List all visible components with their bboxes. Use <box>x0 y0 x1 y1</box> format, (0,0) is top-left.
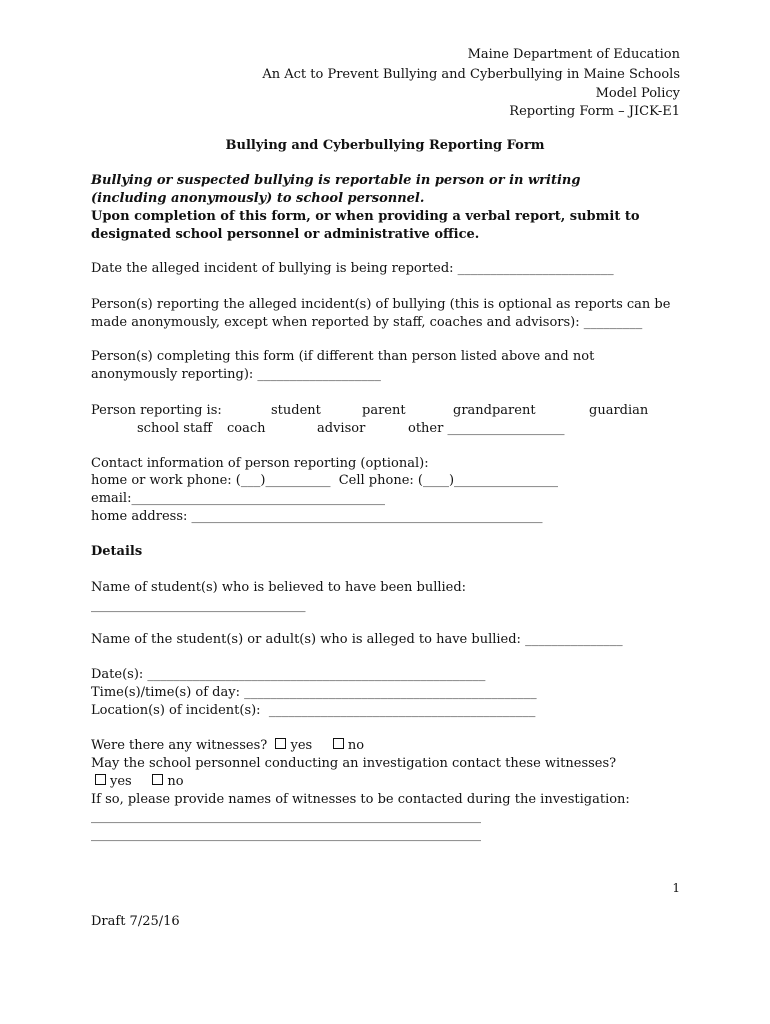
header-line-2: An Act to Prevent Bullying and Cyberbullying in Maine Schools <box>262 67 680 82</box>
times-field[interactable]: Time(s)/time(s) of day: _____________________________________________ <box>91 685 537 700</box>
contact-no-checkbox[interactable] <box>152 774 163 785</box>
witnesses-row <box>91 737 364 755</box>
completing-field[interactable]: anonymously reporting): ___________________ <box>91 367 381 382</box>
intro-italic-line-2: (including anonymously) to school personnel. <box>91 191 425 206</box>
option-parent[interactable]: parent <box>362 403 406 418</box>
header-line-1: Maine Department of Education <box>467 47 680 62</box>
witnesses-no-checkbox[interactable] <box>333 738 344 749</box>
victim-label: Name of student(s) who is believed to have been bullied: <box>91 580 467 595</box>
persons-reporting-field[interactable]: made anonymously, except when reported by staff, coaches and advisors): _________ <box>91 315 643 330</box>
witness-names-prompt: If so, please provide names of witnesses to be contacted during the investigation: <box>91 792 630 807</box>
form-title: Bullying and Cyberbullying Reporting Form <box>225 138 545 153</box>
witnesses-no-label: no <box>347 738 365 753</box>
contact-yes-label: yes <box>110 774 132 789</box>
witness-names-line-2[interactable]: ____________________________________________________________ <box>91 827 481 842</box>
page-number: 1 <box>672 881 680 895</box>
alleged-bully-field[interactable]: Name of the student(s) or adult(s) who is alleged to have bullied: _______________ <box>91 632 623 647</box>
option-student[interactable]: student <box>271 403 321 418</box>
witnesses-yes-label: yes <box>290 738 313 753</box>
intro-italic-line-1: Bullying or suspected bullying is reportable in person or in writing <box>91 173 581 188</box>
option-grandparent[interactable]: grandparent <box>453 403 536 418</box>
witness-names-line-1[interactable]: ____________________________________________________________ <box>91 809 481 824</box>
email-field[interactable]: email:_______________________________________ <box>91 491 385 506</box>
victim-field[interactable]: _________________________________ <box>91 598 306 613</box>
date-reported-field[interactable]: Date the alleged incident of bullying is being reported: ________________________ <box>91 261 614 276</box>
intro-bold-line-1: Upon completion of this form, or when providing a verbal report, submit to <box>91 209 640 224</box>
contact-witnesses-question: May the school personnel conducting an investigation contact these witnesses? <box>91 756 617 771</box>
reporter-type-label: Person reporting is: <box>91 403 222 418</box>
intro-bold-line-2: designated school personnel or administrative office. <box>91 227 480 242</box>
persons-reporting-line-1: Person(s) reporting the alleged incident(s) of bullying (this is optional as reports can be <box>91 297 671 312</box>
phone-fields[interactable]: home or work phone: (___)__________ Cell phone: (____)________________ <box>91 473 559 488</box>
contact-heading: Contact information of person reporting (optional): <box>91 456 429 471</box>
draft-date: Draft 7/25/16 <box>91 914 180 929</box>
option-other[interactable]: other __________________ <box>408 421 565 436</box>
details-heading: Details <box>91 544 143 559</box>
option-coach[interactable]: coach <box>227 421 266 436</box>
header-line-3: Model Policy <box>595 86 680 101</box>
contact-witnesses-row <box>95 773 184 791</box>
contact-yes-checkbox[interactable] <box>95 774 106 785</box>
witnesses-yes-checkbox[interactable] <box>275 738 286 749</box>
option-advisor[interactable]: advisor <box>317 421 366 436</box>
contact-no-label: no <box>167 774 184 789</box>
dates-field[interactable]: Date(s): ____________________________________________________ <box>91 667 486 682</box>
home-address-field[interactable]: home address: ______________________________________________________ <box>91 509 543 524</box>
completing-line-1: Person(s) completing this form (if different than person listed above and not <box>91 349 595 364</box>
option-guardian[interactable]: guardian <box>589 403 649 418</box>
witnesses-question: Were there any witnesses? <box>91 738 268 753</box>
location-field[interactable]: Location(s) of incident(s): _________________________________________ <box>91 703 536 718</box>
header-line-4: Reporting Form – JICK-E1 <box>509 104 680 119</box>
option-school-staff[interactable]: school staff <box>137 421 213 436</box>
